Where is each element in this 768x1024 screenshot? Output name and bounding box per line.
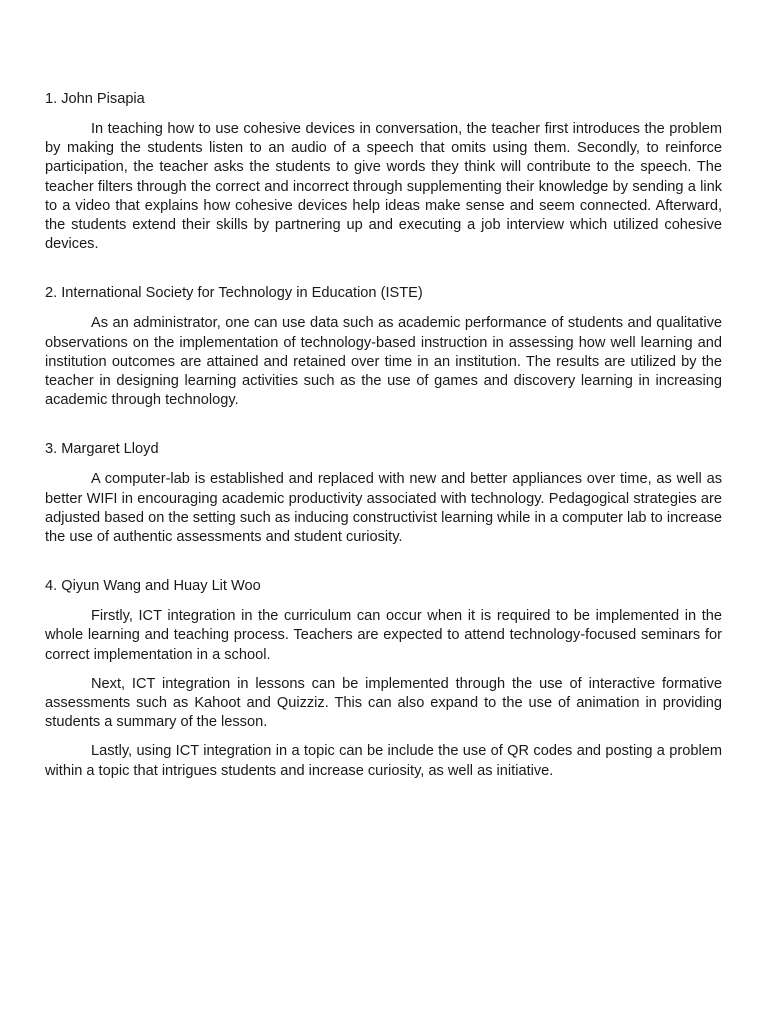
section-paragraph: As an administrator, one can use data such as academic performance of students and qualitative observations on the implementation of technology-based instruction in assessing how well learning and institution outcomes are attained and retained over time in an institution. The results are utilized by the teacher in designing learning activities such as the use of games and discovery learning in increasing academic through technology.	[45, 315, 722, 409]
document-page	[45, 90, 722, 791]
section-margaret-lloyd	[45, 440, 722, 547]
section-paragraph: Firstly, ICT integration in the curriculum can occur when it is required to be implemented in the whole learning and teaching process. Teachers are expected to attend technology-focused seminars for correct implementation in a school.	[45, 608, 722, 663]
section-paragraph: Lastly, using ICT integration in a topic can be include the use of QR codes and posting a problem within a topic that intrigues students and increase curiosity, as well as initiative.	[45, 743, 722, 779]
section-heading: 2. International Society for Technology in Education (ISTE)	[45, 285, 423, 302]
section-wang-woo	[45, 577, 722, 781]
section-heading: 1. John Pisapia	[45, 91, 145, 107]
section-paragraph: A computer-lab is established and replaced with new and better appliances over time, as well as better WIFI in encouraging academic productivity associated with technology. Pedagogical strategies are adjusted based on the setting such as inducing constructivist learning while in a computer lab to increase the use of authentic assessments and student curiosity.	[45, 471, 722, 546]
section-john-pisapia	[45, 90, 722, 254]
section-heading: 3. Margaret Lloyd	[45, 441, 159, 458]
section-paragraph: In teaching how to use cohesive devices in conversation, the teacher first introduces the problem by making the students listen to an audio of a speech that omits using them. Secondly, to reinforce participation, the teacher asks the students to give words they think will contribute to the speech. The teacher filters through the correct and incorrect through supplementing their knowledge by sending a link to a video that explains how cohesive devices help ideas make sense and seem connected. Afterward, the students extend their skills by partnering up and executing a job interview which utilized cohesive devices.	[45, 121, 722, 253]
section-iste	[45, 284, 722, 410]
section-paragraph: Next, ICT integration in lessons can be implemented through the use of interactive formative assessments such as Kahoot and Quizziz. This can also expand to the use of animation in providing students a summary of the lesson.	[45, 675, 722, 731]
section-heading: 4. Qiyun Wang and Huay Lit Woo	[45, 578, 261, 595]
